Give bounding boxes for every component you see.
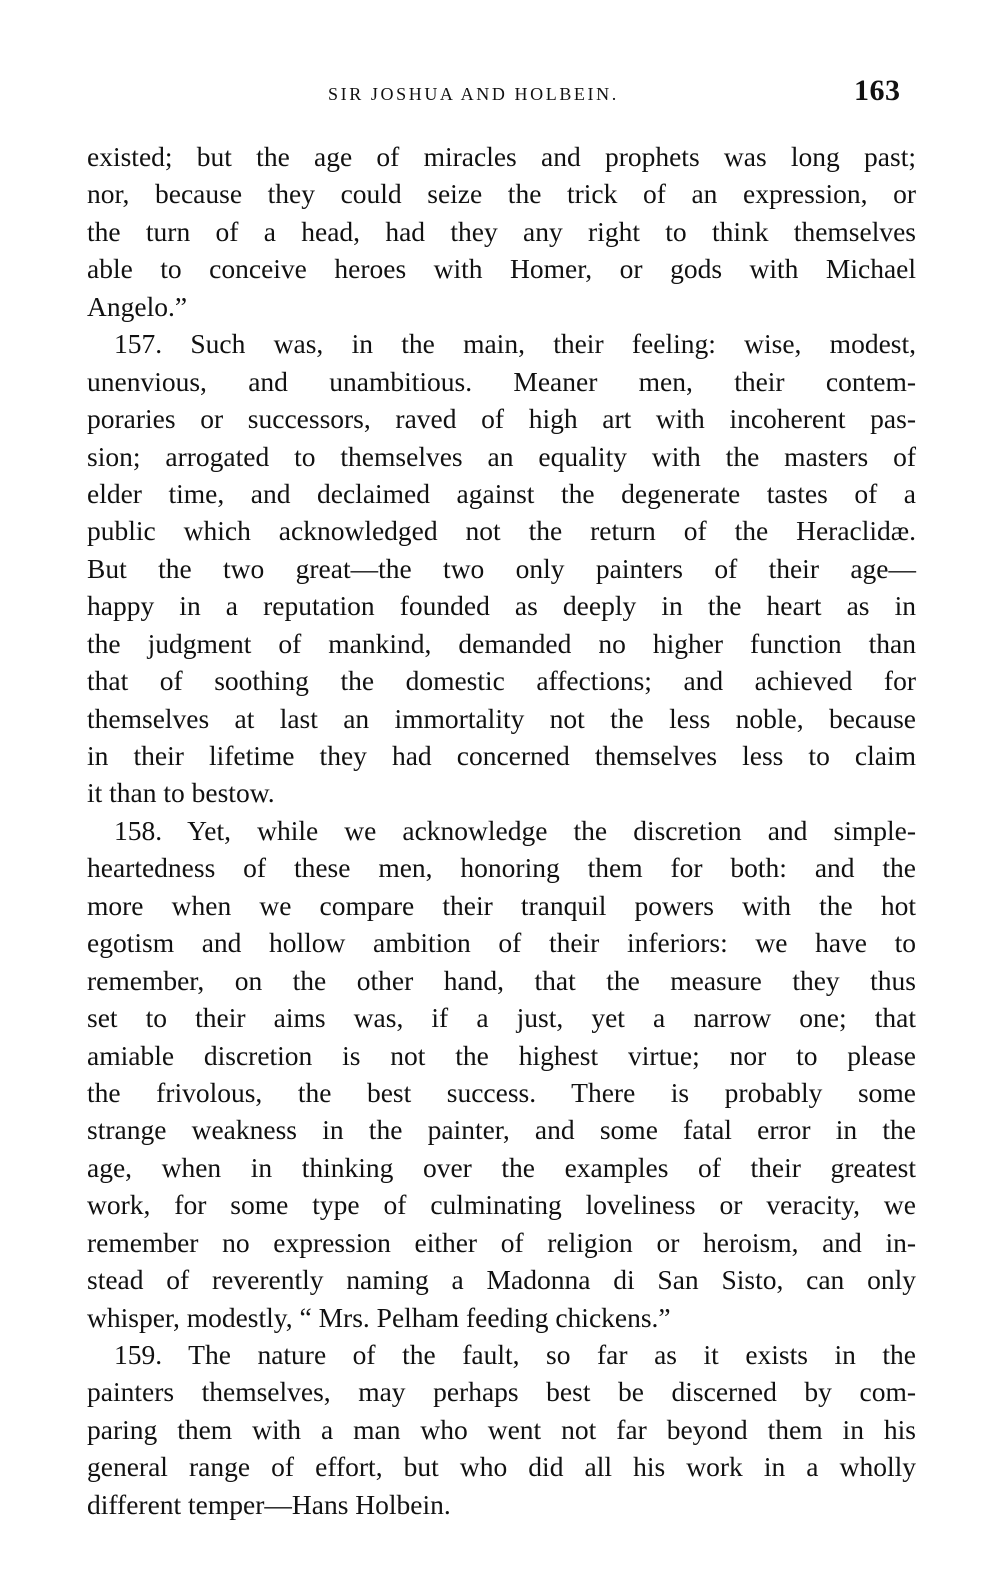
text-line: remember no expression either of religion or heroism, and in- <box>87 1226 916 1258</box>
page-number: 163 <box>854 74 901 107</box>
text-line: the frivolous, the best success. There is probably some <box>87 1076 916 1108</box>
text-line: unenvious, and unambitious. Meaner men, their contem- <box>87 365 916 397</box>
text-line: happy in a reputation founded as deeply in the heart as in <box>87 590 916 622</box>
text-line: But the two great—the two only painters of their age— <box>87 552 916 584</box>
text-line: in their lifetime they had concerned themselves less to claim <box>87 740 916 771</box>
text-line: amiable discretion is not the highest virtue; nor to please <box>87 1039 916 1071</box>
text-line: elder time, and declaimed against the degenerate tastes of a <box>87 477 916 509</box>
text-line: the judgment of mankind, demanded no higher function than <box>87 627 916 659</box>
text-line: set to their aims was, if a just, yet a narrow one; that <box>87 1002 916 1034</box>
text-line: painters themselves, may perhaps best be discerned by com- <box>87 1376 916 1408</box>
text-line: that of soothing the domestic affections; and achieved for <box>87 665 916 697</box>
running-title: SIR JOSHUA AND HOLBEIN. <box>328 84 619 104</box>
text-line: sion; arrogated to themselves an equality with the masters of <box>87 440 916 472</box>
text-line: 157. Such was, in the main, their feeling: wise, modest, <box>114 328 916 360</box>
text-line: the turn of a head, had they any right to think themselves <box>87 215 916 247</box>
text-line: remember, on the other hand, that the measure they thus <box>87 964 916 996</box>
text-line: 159. The nature of the fault, so far as it exists in the <box>114 1339 916 1370</box>
text-line: public which acknowledged not the return of the Heraclidæ. <box>87 515 916 547</box>
text-line: heartedness of these men, honoring them for both: and the <box>87 852 916 884</box>
running-head <box>0 74 1000 110</box>
text-line: themselves at last an immortality not the less noble, because <box>87 702 916 734</box>
text-line: different temper—Hans Holbein. <box>87 1488 451 1520</box>
text-line: 158. Yet, while we acknowledge the discretion and simple- <box>114 814 916 846</box>
text-line: it than to bestow. <box>87 777 275 809</box>
text-line: Angelo.” <box>87 290 188 322</box>
paragraph-157 <box>87 325 916 812</box>
text-line: able to conceive heroes with Homer, or gods with Michael <box>87 253 916 285</box>
text-line: work, for some type of culminating loveliness or veracity, we <box>87 1189 916 1221</box>
text-line: stead of reverently naming a Madonna di San Sisto, can only <box>87 1264 916 1296</box>
paragraph-158 <box>87 812 916 1336</box>
paragraph-159 <box>87 1336 916 1523</box>
text-line: age, when in thinking over the examples of their greatest <box>87 1151 916 1183</box>
text-line: more when we compare their tranquil powers with the hot <box>87 889 916 921</box>
text-line: nor, because they could seize the trick of an expression, or <box>87 178 916 210</box>
text-line: egotism and hollow ambition of their inferiors: we have to <box>87 927 916 959</box>
text-line: paring them with a man who went not far beyond them in his <box>87 1413 916 1445</box>
text-line: poraries or successors, raved of high art with incoherent pas- <box>87 403 916 435</box>
text-line: whisper, modestly, “ Mrs. Pelham feeding chickens.” <box>87 1301 671 1333</box>
text-line: general range of effort, but who did all his work in a wholly <box>87 1451 916 1483</box>
body-text <box>87 138 916 1523</box>
paragraph-continuation <box>87 138 916 325</box>
text-line: strange weakness in the painter, and some fatal error in the <box>87 1114 916 1146</box>
text-line: existed; but the age of miracles and prophets was long past; <box>87 141 916 172</box>
